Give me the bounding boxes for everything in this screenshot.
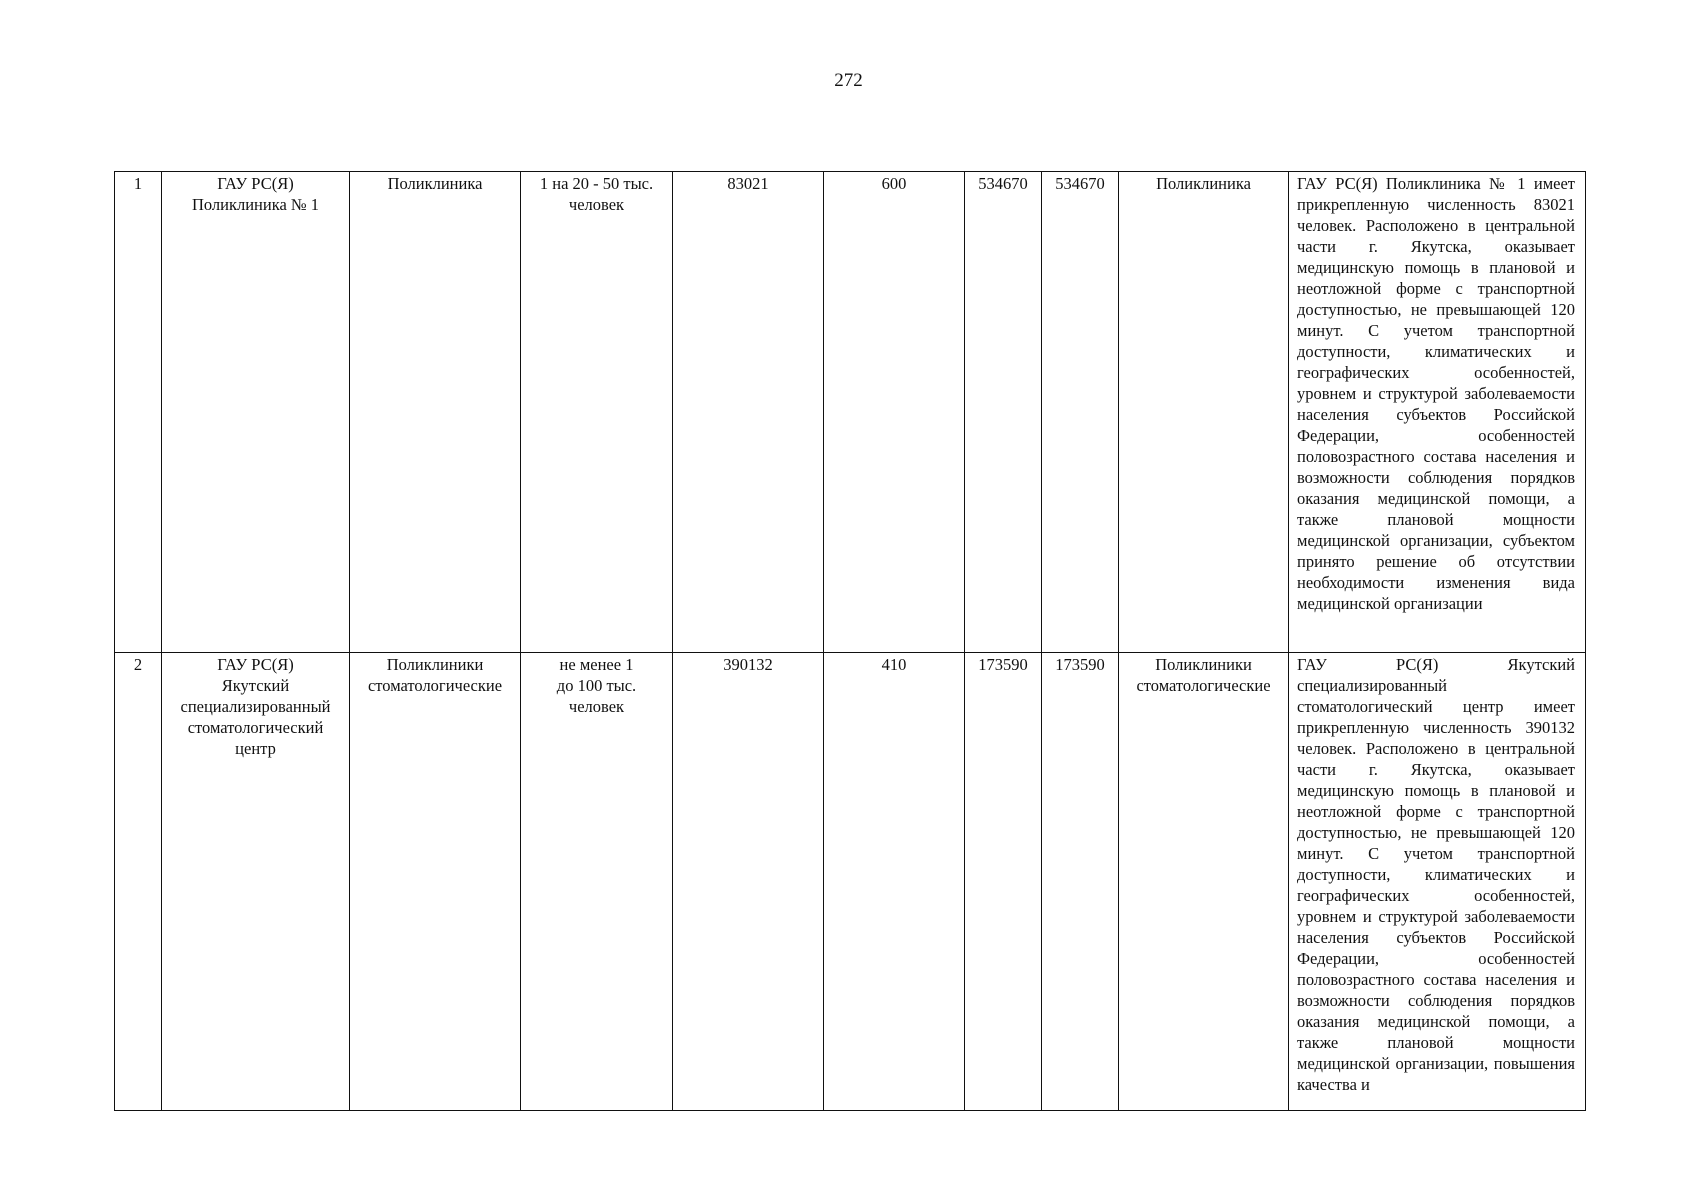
page-number: 272: [834, 70, 863, 91]
population-cell: 83021: [673, 172, 824, 653]
table-row: [115, 653, 1586, 1111]
facility-type-cell: Поликлиника: [350, 172, 521, 653]
value-b-cell: 173590: [1042, 653, 1119, 1111]
facility-table: [114, 171, 1586, 1111]
organization-cell: ГАУ РС(Я) Поликлиника № 1: [162, 172, 350, 653]
row-number-cell: 1: [115, 172, 162, 653]
facility-type-cell: Поликлиники стоматологические: [350, 653, 521, 1111]
capacity-cell: 410: [824, 653, 965, 1111]
facility-type-new-cell: Поликлиника: [1119, 172, 1289, 653]
justification-cell: ГАУ РС(Я) Якутский специализированный стоматологический центр имеет прикрепленную численность 390132 человек. Расположено в центральной части г. Якутска, оказывает медицинскую помощь в плановой и неотложной форме с транспортной доступностью, не превышающей 120 минут. С учетом транспортной доступности, климатических и географических особенностей, уровнем и структурой заболеваемости населения субъектов Российской Федерации, особенностей половозрастного состава населения и возможности соблюдения порядков оказания медицинской помощи, а также плановой мощности медицинской организации, повышения качества и: [1289, 653, 1586, 1111]
table-row: [115, 172, 1586, 653]
value-b-cell: 534670: [1042, 172, 1119, 653]
population-cell: 390132: [673, 653, 824, 1111]
organization-cell: ГАУ РС(Я) Якутский специализированный стоматологический центр: [162, 653, 350, 1111]
row-number-cell: 2: [115, 653, 162, 1111]
value-a-cell: 173590: [965, 653, 1042, 1111]
facility-type-new-cell: Поликлиники стоматологические: [1119, 653, 1289, 1111]
value-a-cell: 534670: [965, 172, 1042, 653]
norm-cell: 1 на 20 - 50 тыс. человек: [521, 172, 673, 653]
norm-cell: не менее 1 до 100 тыс. человек: [521, 653, 673, 1111]
justification-cell: ГАУ РС(Я) Поликлиника № 1 имеет прикрепленную численность 83021 человек. Расположено в центральной части г. Якутска, оказывает медицинскую помощь в плановой и неотложной форме с транспортной доступностью, не превышающей 120 минут. С учетом транспортной доступности, климатических и географических особенностей, уровнем и структурой заболеваемости населения субъектов Российской Федерации, особенностей половозрастного состава населения и возможности соблюдения порядков оказания медицинской помощи, а также плановой мощности медицинской организации, субъектом принято решение об отсутствии необходимости изменения вида медицинской организации: [1289, 172, 1586, 653]
capacity-cell: 600: [824, 172, 965, 653]
